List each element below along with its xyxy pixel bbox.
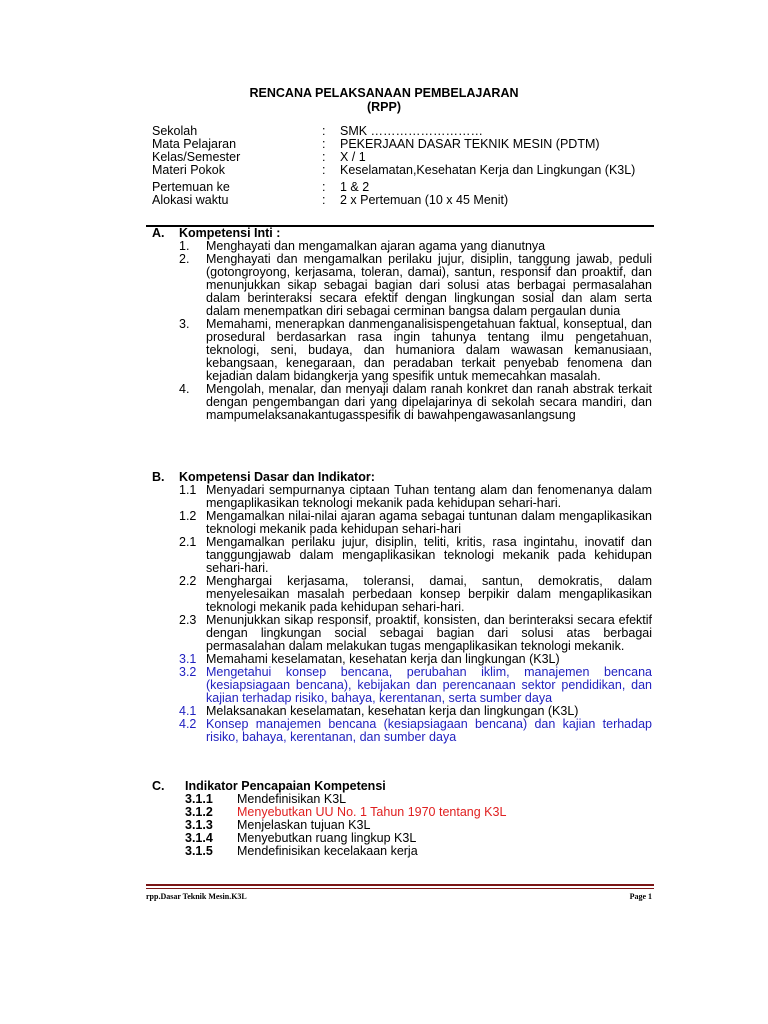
info-row [152,164,652,177]
info-value: Keselamatan,Kesehatan Kerja dan Lingkungan (K3L) [340,163,636,177]
item-text: Konsep manajemen bencana (kesiapsiagaan bencana) dan kajian terhadap risiko, bahaya, kerentanan, dan sumber daya [206,717,652,744]
list-item [152,614,652,653]
indicator-text: Mendefinisikan kecelakaan kerja [237,844,418,858]
item-number: 4. [179,382,190,396]
list-item [152,383,652,422]
item-text: Mengamalkan nilai-nilai ajaran agama sebagai tuntunan dalam mengaplikasikan teknologi mekanik pada kehidupan sehari-hari [206,509,652,536]
section-title: Indikator Pencapaian Kompetensi [185,779,386,793]
indicator-number: 3.1.3 [185,818,213,832]
section-title: Kompetensi Inti : [179,226,281,240]
info-value: 1 & 2 [340,180,370,194]
indicator-text: Menyebutkan ruang lingkup K3L [237,831,417,845]
list-item [152,536,652,575]
item-text: Menyadari sempurnanya ciptaan Tuhan tentang alam dan fenomenanya dalam mengaplikasikan teknologi mekanik pada kehidupan sehari-hari. [206,483,652,510]
list-item [152,666,652,705]
info-value: SMK ……………………… [340,124,484,138]
item-number: 3.2 [179,665,197,679]
info-label: Materi Pokok [152,163,225,177]
info-value: X / 1 [340,150,366,164]
indicator-text: Menjelaskan tujuan K3L [237,818,371,832]
info-value: PEKERJAAN DASAR TEKNIK MESIN (PDTM) [340,137,600,151]
item-number: 3. [179,317,190,331]
info-label: Alokasi waktu [152,193,229,207]
section-indikator [152,780,652,858]
item-text: Mengetahui konsep bencana, perubahan iklim, manajemen bencana (kesiapsiagaan bencana), kebijakan dan perencanaan sektor pendidikan, dan kajian terhadap risiko, bahaya, kerentanan, serta sumber daya [206,665,652,705]
indicator-text: Mendefinisikan K3L [237,792,347,806]
section-title: Kompetensi Dasar dan Indikator: [179,470,375,484]
section-letter: B. [152,470,165,484]
item-number: 2.1 [179,535,197,549]
item-text: Menghargai kerjasama, toleransi, damai, santun, demokratis, dalam menyelesaikan masalah perbedaan konsep berpikir dalam mengaplikasikan teknologi mekanik pada kehidupan sehari-hari. [206,574,652,614]
item-number: 2.2 [179,574,197,588]
item-number: 3.1 [179,652,197,666]
section-letter: A. [152,226,165,240]
indicator-item [152,845,652,858]
footer-document-name: rpp.Dasar Teknik Mesin.K3L [146,892,247,901]
info-label: Mata Pelajaran [152,137,237,151]
list-item [152,318,652,383]
subtitle-line: (RPP) [366,100,402,114]
indicator-number: 3.1.5 [185,844,213,858]
list-item [152,510,652,536]
section-heading [152,780,652,793]
info-table [152,125,652,207]
list-item [152,575,652,614]
info-colon: : [322,137,326,151]
document-title [0,86,768,114]
item-text: Memahami, menerapkan danmenganalisispengetahuan faktual, konseptual, dan prosedural berdasarkan rasa ingin tahunya tentang ilmu pengetahuan, teknologi, seni, budaya, dan humaniora dalam wawasan kemanusiaan, kebangsaan, kenegaraan, dan peradaban terkait penyebab fenomena dan kejadian dalam bidangkerja yang spesifik untuk memecahkan masalah. [206,317,652,383]
item-number: 2. [179,252,190,266]
indicator-number: 3.1.1 [185,792,213,806]
section-kompetensi-inti [152,227,652,422]
item-text: Memahami keselamatan, kesehatan kerja dan lingkungan (K3L) [206,652,560,666]
indicator-number: 3.1.4 [185,831,213,845]
item-text: Melaksanakan keselamatan, kesehatan kerja dan lingkungan (K3L) [206,704,579,718]
footer-page-number: Page 1 [629,892,652,901]
item-number: 4.1 [179,704,197,718]
item-number: 1.2 [179,509,197,523]
info-row [152,194,652,207]
list-item [152,484,652,510]
info-label: Sekolah [152,124,198,138]
info-label: Pertemuan ke [152,180,230,194]
footer-rule [146,884,654,886]
footer-rule-thin [146,888,654,889]
list-item [152,718,652,744]
item-text: Menghayati dan mengamalkan perilaku jujur, disiplin, tanggung jawab, peduli (gotongroyong, kerjasama, toleran, damai), santun, responsif dan proaktif, dan menunjukkan sikap sebagai bagian dari solusi atas berbagai permasalahan dalam berinteraksi secara efektif dengan lingkungan sosial dan alam serta dalam menempatkan diri sebagai cerminan bangsa dalam pergaulan dunia [206,252,652,318]
item-number: 1. [179,239,190,253]
indicator-number: 3.1.2 [185,805,213,819]
title-line: RENCANA PELAKSANAAN PEMBELAJARAN [249,86,519,100]
info-colon: : [322,163,326,177]
indicator-text: Menyebutkan UU No. 1 Tahun 1970 tentang K3L [237,805,507,819]
section-kompetensi-dasar [152,471,652,744]
info-colon: : [322,193,326,207]
info-colon: : [322,124,326,138]
item-text: Mengamalkan perilaku jujur, disiplin, teliti, kritis, rasa ingintahu, inovatif dan tanggungjawab dalam mengaplikasikan teknologi mekanik pada kehidupan sehari-hari. [206,535,652,575]
info-colon: : [322,180,326,194]
item-text: Mengolah, menalar, dan menyaji dalam ranah konkret dan ranah abstrak terkait dengan pengembangan dari yang dipelajarinya di sekolah secara mandiri, dan mampumelaksanakantugasspesifik di bawahpengawasanlangsung [206,382,652,422]
item-number: 2.3 [179,613,197,627]
item-text: Menunjukkan sikap responsif, proaktif, konsisten, dan berinteraksi secara efektif dengan lingkungan social sebagai bagian dari solusi atas berbagai permasalahan dalam melakukan tugas mengaplikasikan teknologi mekanik. [206,613,652,653]
section-letter: C. [152,779,165,793]
info-label: Kelas/Semester [152,150,241,164]
info-value: 2 x Pertemuan (10 x 45 Menit) [340,193,509,207]
list-item [152,253,652,318]
item-number: 1.1 [179,483,197,497]
item-text: Menghayati dan mengamalkan ajaran agama yang dianutnya [206,239,546,253]
info-colon: : [322,150,326,164]
item-number: 4.2 [179,717,197,731]
indicator-item [152,806,652,819]
